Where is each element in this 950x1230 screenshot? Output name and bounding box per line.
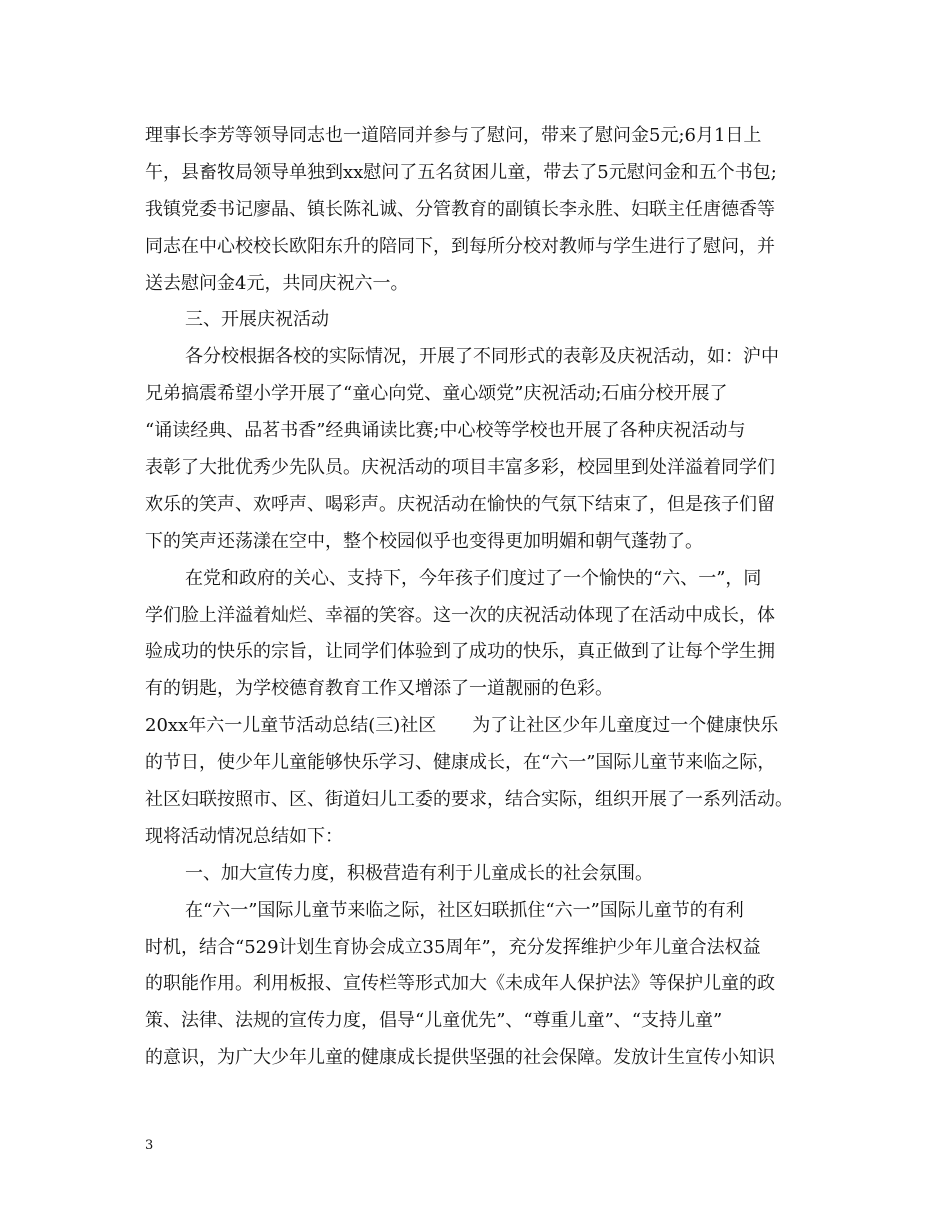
text-line: 送去慰问金4元，共同庆祝六一。	[145, 272, 409, 294]
text-line: 在党和政府的关心、支持下，今年孩子们度过了一个愉快的“六、一”，同	[185, 567, 762, 589]
text-line: 策、法律、法规的宣传力度，倡导“儿童优先”、“尊重儿童”、“支持儿童”	[145, 1010, 723, 1032]
section-heading: 三、开展庆祝活动	[185, 309, 329, 331]
text-line: 同志在中心校校长欧阳东升的陪同下，到每所分校对教师与学生进行了慰问，并	[145, 235, 775, 257]
text-line: 的节日，使少年儿童能够快乐学习、健康成长，在“六一”国际儿童节来临之际，	[145, 752, 776, 774]
text-line: 的意识，为广大少年儿童的健康成长提供坚强的社会保障。发放计生宣传小知识	[145, 1047, 775, 1069]
text-line: 学们脸上洋溢着灿烂、幸福的笑容。这一次的庆祝活动体现了在活动中成长，体	[145, 604, 775, 626]
text-line: 有的钥匙，为学校德育教育工作又增添了一道靓丽的色彩。	[145, 678, 613, 700]
text-line: 20xx年六一儿童节活动总结(三)社区 为了让社区少年儿童度过一个健康快乐	[145, 715, 779, 737]
text-line: 的职能作用。利用板报、宣传栏等形式加大《未成年人保护法》等保护儿童的政	[145, 973, 775, 995]
text-line: 时机，结合“529计划生育协会成立35周年”，充分发挥维护少年儿童合法权益	[145, 936, 761, 958]
section-heading: 一、加大宣传力度，积极营造有利于儿童成长的社会氛围。	[185, 862, 653, 884]
text-line: 我镇党委书记廖晶、镇长陈礼诚、分管教育的副镇长李永胜、妇联主任唐德香等	[145, 198, 775, 220]
text-line: 社区妇联按照市、区、街道妇儿工委的要求，结合实际，组织开展了一系列活动。	[145, 789, 793, 811]
document-body	[145, 118, 815, 1077]
text-line: 午，县畜牧局领导单独到xx慰问了五名贫困儿童，带去了5元慰问金和五个书包;	[145, 161, 777, 183]
text-line: “诵读经典、品茗书香”经典诵读比赛;中心校等学校也开展了各种庆祝活动与	[145, 420, 746, 442]
text-line: 兄弟搞震希望小学开展了“童心向党、童心颂党”庆祝活动;石庙分校开展了	[145, 383, 728, 405]
text-line: 理事长李芳等领导同志也一道陪同并参与了慰问，带来了慰问金5元;6月1日上	[145, 125, 762, 146]
text-line: 验成功的快乐的宗旨，让同学们体验到了成功的快乐，真正做到了让每个学生拥	[145, 641, 775, 663]
text-line: 在“六一”国际儿童节来临之际，社区妇联抓住“六一”国际儿童节的有利	[185, 899, 744, 921]
text-line: 表彰了大批优秀少先队员。庆祝活动的项目丰富多彩，校园里到处洋溢着同学们	[145, 457, 775, 479]
text-line: 现将活动情况总结如下：	[145, 825, 343, 847]
page-number: 3	[145, 1138, 154, 1153]
text-line: 下的笑声还荡漾在空中，整个校园似乎也变得更加明媚和朝气蓬勃了。	[145, 530, 703, 552]
text-line: 欢乐的笑声、欢呼声、喝彩声。庆祝活动在愉快的气氛下结束了，但是孩子们留	[145, 493, 775, 515]
text-line: 各分校根据各校的实际情况，开展了不同形式的表彰及庆祝活动，如：沪中	[185, 346, 779, 368]
